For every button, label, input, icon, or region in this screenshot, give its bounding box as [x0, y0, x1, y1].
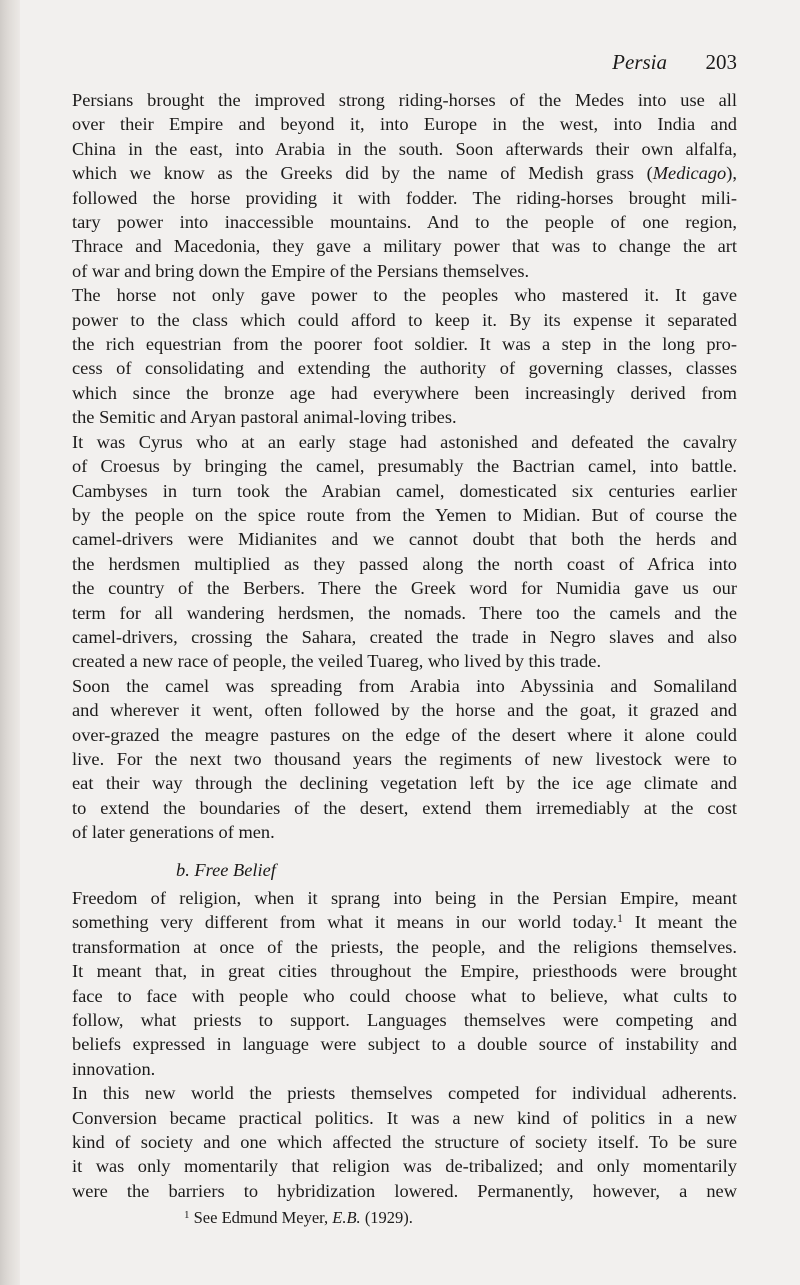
- paragraph: [72, 283, 737, 429]
- text-line: by the people on the spice route from the Yemen to Midian. But of course the: [72, 504, 737, 525]
- paragraph: [72, 430, 737, 674]
- text-line: Freedom of religion, when it sprang into being in the Persian Empire, meant: [72, 888, 737, 908]
- paragraph: [72, 1081, 737, 1203]
- text-line: China in the east, into Arabia in the south. Soon afterwards their own alfalfa,: [72, 138, 737, 159]
- text-line: follow, what priests to support. Languages themselves were competing and: [72, 1010, 737, 1031]
- text-line: the Semitic and Aryan pastoral animal-loving tribes.: [72, 407, 457, 428]
- text-line: Conversion became practical politics. It was a new kind of politics in a new: [72, 1107, 737, 1128]
- text-line: beliefs expressed in language were subject to a double source of instability and: [72, 1034, 737, 1055]
- text-line: of later generations of men.: [72, 822, 275, 843]
- text-line: cess of consolidating and extending the authority of governing classes, classes: [72, 358, 737, 379]
- paragraph: [72, 88, 737, 283]
- text-line: which we know as the Greeks did by the name of Medish grass (Medicago),: [72, 163, 737, 184]
- footnote: [72, 1204, 737, 1229]
- text-line: power to the class which could afford to keep it. By its expense it separated: [72, 309, 737, 330]
- text-line: the country of the Berbers. There the Greek word for Numidia gave us our: [72, 578, 737, 599]
- text-line: camel-drivers, crossing the Sahara, created the trade in Negro slaves and also: [72, 626, 737, 647]
- text-line: live. For the next two thousand years the regiments of new livestock were to: [72, 748, 737, 769]
- text-line: In this new world the priests themselves competed for individual adherents.: [72, 1083, 737, 1104]
- text-line: Thrace and Macedonia, they gave a military power that was to change the art: [72, 236, 737, 257]
- text-line: Cambyses in turn took the Arabian camel, domesticated six centuries earlier: [72, 480, 737, 501]
- text-line: term for all wandering herdsmen, the nomads. There too the camels and the: [72, 602, 737, 623]
- body-text: [72, 88, 737, 1229]
- text-line: were the barriers to hybridization lowered. Permanently, however, a new: [72, 1180, 737, 1201]
- scientific-name: Medicago: [652, 163, 727, 184]
- text-line: to extend the boundaries of the desert, extend them irremediably at the cost: [72, 797, 737, 818]
- text-line: over their Empire and beyond it, into Europe in the west, into India and: [72, 114, 737, 135]
- text-line: Soon the camel was spreading from Arabia into Abyssinia and Somaliland: [72, 675, 737, 696]
- text-line: innovation.: [72, 1058, 156, 1079]
- text-line: transformation at once of the priests, the people, and the religions themselves.: [72, 936, 737, 957]
- text-line-with-footnote-ref: [72, 910, 737, 934]
- text-line: It was Cyrus who at an early stage had astonished and defeated the cavalry: [72, 431, 737, 452]
- text-line: the herdsmen multiplied as they passed along the north coast of Africa into: [72, 553, 737, 574]
- text-line: camel-drivers were Midianites and we cannot doubt that both the herds and: [72, 529, 737, 550]
- running-header: [72, 50, 737, 80]
- text-line: kind of society and one which affected the structure of society itself. To be sure: [72, 1132, 737, 1153]
- text-fragment: something very different from what it means in our world today.: [72, 912, 617, 933]
- paragraph: [72, 674, 737, 845]
- text-line: which since the bronze age had everywhere been increasingly derived from: [72, 382, 737, 403]
- text-line: created a new race of people, the veiled Tuareg, who lived by this trade.: [72, 651, 602, 672]
- paragraph: [72, 886, 737, 1081]
- text-line: it was only momentarily that religion was de-tribalized; and only momentarily: [72, 1156, 737, 1177]
- text-line: Persians brought the improved strong riding-horses of the Medes into use all: [72, 90, 737, 110]
- text-line: over-grazed the meagre pastures on the edge of the desert where it alone could: [72, 724, 737, 745]
- page-number: 203: [705, 50, 737, 74]
- text-line: the rich equestrian from the poorer foot soldier. It was a step in the long pro-: [72, 334, 737, 355]
- footnote-source: E.B.: [332, 1208, 361, 1228]
- text-line: of Croesus by bringing the camel, presumably the Bactrian camel, into battle.: [72, 456, 737, 477]
- text-line: It meant that, in great cities throughout the Empire, priesthoods were brought: [72, 961, 737, 982]
- footnote-reference: 1: [616, 911, 623, 926]
- footnote-text: See Edmund Meyer,: [193, 1208, 333, 1228]
- section-heading: b. Free Belief: [176, 859, 276, 880]
- footnote-year: (1929).: [360, 1208, 413, 1228]
- text-line: followed the horse providing it with fodder. The riding-horses brought mili-: [72, 187, 737, 208]
- text-line: tary power into inaccessible mountains. And to the people of one region,: [72, 212, 737, 233]
- running-title: Persia: [612, 50, 667, 74]
- text-fragment: It meant the: [622, 912, 737, 933]
- text-line: face to face with people who could choose what to believe, what cults to: [72, 985, 737, 1006]
- footnote-marker: 1: [184, 1209, 190, 1222]
- text-line: The horse not only gave power to the peoples who mastered it. It gave: [72, 285, 737, 306]
- text-line: of war and bring down the Empire of the Persians themselves.: [72, 260, 530, 281]
- text-line: and wherever it went, often followed by the horse and the goat, it grazed and: [72, 700, 737, 721]
- page-binding-shadow: [0, 0, 20, 1285]
- text-line: eat their way through the declining vegetation left by the ice age climate and: [72, 773, 737, 794]
